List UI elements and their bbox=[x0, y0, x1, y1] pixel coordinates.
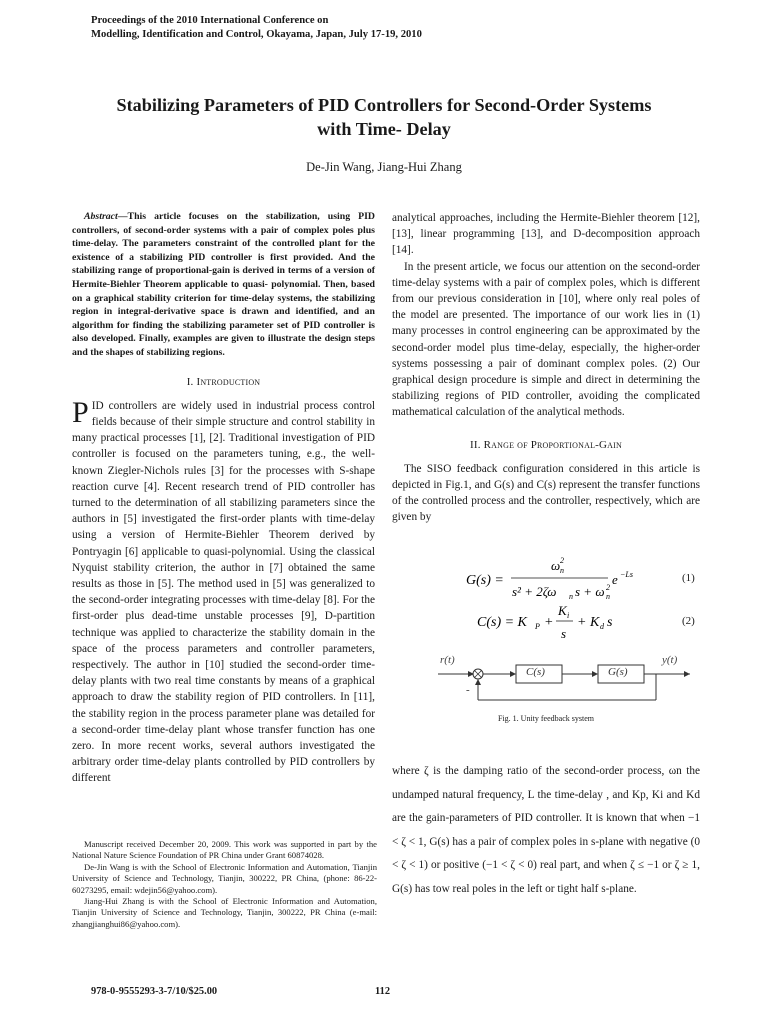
equation-1-number: (1) bbox=[682, 572, 695, 584]
output-label: y(t) bbox=[662, 654, 678, 666]
svg-text:G(s) =: G(s) = bbox=[466, 573, 504, 588]
svg-text:n: n bbox=[569, 592, 573, 601]
right-paragraph-2: In the present article, we focus our attention on the second-order time-delay systems with a pair of complex poles, which is different from our previous consideration in [10], where only real poles of the model are presented. The importance of our work lies in (1) many processes in control engineering can be approximated by the second-order model plus time-delay, especially, the higher-order systems possessing a pair of dominant complex poles. (2) Our graphical design procedure is simple and direct in determining the stabilizing regions of PID controller, avoiding the complicated mathematical calculation of the analytical methods. bbox=[392, 260, 700, 419]
paper-title bbox=[40, 93, 728, 141]
footnote-author-2: Jiang-Hui Zhang is with the School of Electronic Information and Automation, Tianjin University of Science and Technology, Tianjin, 300222, PR China (e-mail: zhangjianghui86@yahoo.com). bbox=[72, 896, 377, 929]
right-column bbox=[392, 210, 700, 526]
svg-text:K: K bbox=[558, 603, 567, 618]
svg-text:n: n bbox=[606, 592, 610, 601]
proceedings-line-1: Proceedings of the 2010 International Conference on bbox=[91, 15, 329, 26]
section2-paragraph-1: The SISO feedback configuration considered in this article is depicted in Fig.1, and G(s) and C(s) represent the transfer functions of the controlled process and the controller, respectively, which are given by bbox=[392, 462, 700, 524]
author-list: De-Jin Wang, Jiang-Hui Zhang bbox=[306, 160, 462, 174]
svg-text:e: e bbox=[612, 572, 618, 587]
minus-sign: - bbox=[466, 684, 470, 696]
section2-paragraph-2-container bbox=[392, 760, 700, 901]
svg-text:s: s bbox=[607, 615, 613, 630]
right-paragraph-1: analytical approaches, including the Hermite-Biehler theorem [12], [13], linear programming [13], and D-decomposition approach [14]. bbox=[392, 212, 700, 257]
svg-text:2: 2 bbox=[606, 583, 610, 592]
svg-text:d: d bbox=[600, 622, 604, 631]
svg-text:s² + 2ζω: s² + 2ζω bbox=[512, 584, 557, 599]
proceedings-line-2: Modelling, Identification and Control, Okayama, Japan, July 17-19, 2010 bbox=[91, 29, 422, 40]
proceedings-header bbox=[91, 14, 691, 42]
svg-text:s: s bbox=[561, 626, 567, 641]
svg-text:C(s) = K: C(s) = K bbox=[477, 615, 527, 630]
abstract bbox=[72, 210, 375, 360]
section-heading-introduction: I. Introduction bbox=[186, 375, 261, 388]
dropcap-letter: P bbox=[72, 395, 89, 429]
plant-label: G(s) bbox=[608, 666, 628, 678]
equation-1-svg bbox=[466, 556, 636, 602]
isbn-line: 978-0-9555293-3-7/10/$25.00 bbox=[91, 986, 218, 997]
equation-2 bbox=[477, 603, 637, 643]
page-number: 112 bbox=[375, 986, 391, 997]
footnote-author-1: De-Jin Wang is with the School of Electronic Information and Automation, Tianjin University of Science and Technology, Tianjin, 300222, PR China, (phone: 86-22-60273295, email: wdejin56@yahoo.com). bbox=[72, 861, 377, 895]
equation-2-number: (2) bbox=[682, 615, 695, 627]
abstract-label: Abstract bbox=[84, 211, 118, 222]
svg-text:−Ls: −Ls bbox=[620, 570, 633, 579]
section-heading-proportional-gain: II. Range of Proportional-Gain bbox=[469, 438, 623, 451]
figure-caption: Fig. 1. Unity feedback system bbox=[498, 714, 594, 723]
block-diagram-svg bbox=[430, 652, 700, 710]
title-line-1: Stabilizing Parameters of PID Controllers for Second-Order Systems bbox=[116, 95, 652, 115]
intro-text: ID controllers are widely used in industrial process control fields because of their simple structure and control stability in many practical processes [1], [2]. Traditional investigation of PID controller is focused on the parameters tuning, e.g., the well-known Ziegler-Nichols rules [3] for the processes with S-shape reaction curve [4]. Recent research trend of PID controller has turned to the determination of all stabilizing parameters since the authors in [5] investigated the first-order plants with time-delay using a version of Hermite-Biehler Theorem derived by Pontryagin [6] applicable to quasi-polynomial. Using the classical Nyquist stability criterion, the author in [7] obtained the same results as those in [5]. The method used in [5] was generalized to the second-order integrating processes with time-delay [8]. For the first-order plus dead-time unstable processes [9], D-partition technique was applied to characterize the stability domain in the space of the process parameters and controller parameters, respectively. The author in [10] studied the second-order time-delay plants with two real time constants by means of a graphical approach to draw the stability region of PID controllers. In [11], the stability region in the process parameter plane was detailed for a second-order time-delay plant whose transfer function has one zero. In more recent works, several authors investigated the arbitrary order time-delay plants controlled by PID controllers by different bbox=[72, 399, 375, 785]
svg-text:P: P bbox=[535, 622, 540, 631]
abstract-text: —This article focuses on the stabilization, using PID controllers, of second-order systems with a pair of complex poles plus time-delay. The parameters constraint of the controlled plant for the existence of a stabilizing PID controller is first provided. And the stabilizing range of proportional-gain is derived in terms of a version of Hermite-Biehler Theorem applicable to quasi- polynomial. Then, based on a graphical stability criterion for time-delay systems, the stabilizing region in integral-derivative space is drawn and identified, and an algorithm for finding the stabilizing parameter set of PID controller is also developed. Finally, examples are given to illustrate the design steps and the shapes of stabilizing regions. bbox=[72, 211, 375, 358]
equation-1 bbox=[466, 556, 633, 601]
svg-text:ω: ω bbox=[551, 558, 561, 573]
input-label: r(t) bbox=[440, 654, 455, 666]
footnote bbox=[72, 839, 377, 930]
svg-text:s + ω: s + ω bbox=[575, 584, 605, 599]
section2-paragraph-2: where ζ is the damping ratio of the second-order process, ωn the undamped natural frequency, L the time-delay , and Kp, Ki and Kd are the gain-parameters of PID controller. It is known that when −1 < ζ < 1, G(s) has a pair of complex poles in s-plane with negative (0 < ζ < 1) or positive (−1 < ζ < 0) real part, and when ζ ≤ −1 or ζ ≥ 1, G(s) has tow real poles in the left or tight half s-plane. bbox=[392, 765, 700, 895]
intro-paragraph bbox=[72, 395, 375, 787]
svg-text:+: + bbox=[544, 615, 554, 630]
title-line-2: with Time- Delay bbox=[317, 119, 451, 139]
controller-label: C(s) bbox=[526, 666, 545, 678]
left-column bbox=[72, 210, 375, 787]
svg-text:2: 2 bbox=[560, 556, 564, 565]
footnote-manuscript: Manuscript received December 20, 2009. This work was supported in part by the National Nature Science Foundation of PR China under Grant 60874028. bbox=[72, 839, 377, 861]
block-diagram bbox=[430, 652, 700, 710]
equation-2-svg bbox=[477, 603, 637, 643]
svg-text:i: i bbox=[567, 611, 570, 620]
svg-text:n: n bbox=[560, 566, 564, 575]
svg-text:+ K: + K bbox=[577, 615, 600, 630]
